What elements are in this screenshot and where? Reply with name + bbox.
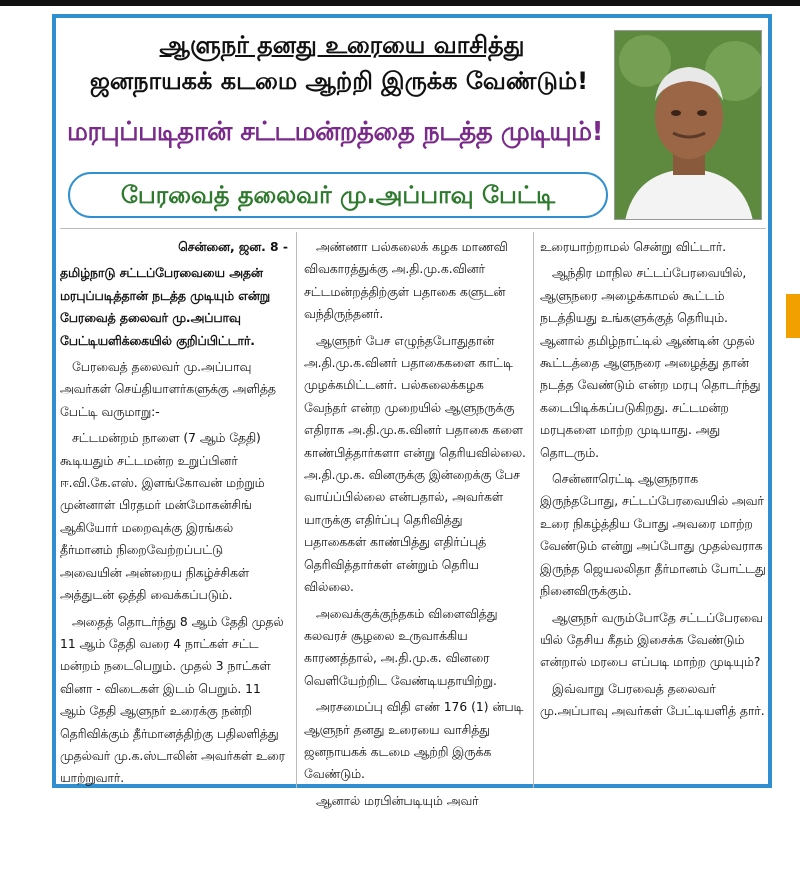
subhead-box	[68, 172, 608, 218]
column-divider-1	[296, 232, 297, 788]
paragraph: ஆளுநர் வரும்போதே சட்டப்பேரவை யில் தேசிய கீதம் இசைக்க வேண்டும் என்றால் மரபை எப்படி மாற்ற முடியும்?	[540, 610, 763, 670]
paragraph: இவ்வாறு பேரவைத் தலைவர் மு.அப்பாவு அவர்கள் பேட்டியளித் தார்.	[540, 681, 765, 719]
paragraph: ஆந்திர மாநில சட்டப்பேரவையில், ஆளுநரை அழைக்காமல் கூட்டம் நடத்தியது உங்களுக்குத் தெரியும். ஆனால் தமிழ்நாட்டில் ஆண்டின் முதல் கூட்டத்தை ஆளுநரை அழைத்து தான் நடத்த வேண்டும் என்ற மரபு தொடர்ந்து கடைபிடிக்கப்படுகிறது. சட்டமன்ற மரபுகளை மாற்ற முடியாது. அது தொடரும்.	[540, 266, 761, 460]
paragraph: அண்ணா பல்கலைக் கழக மாணவி விவகாரத்துக்கு அ.தி.மு.க.வினர் சட்டமன்றத்திற்குள் பதாகை களுடன் வந்திருந்தனர்.	[304, 240, 508, 322]
column-divider-2	[533, 232, 534, 788]
paragraph: பேரவைத் தலைவர் மு.அப்பாவு அவர்கள் செய்தியாளர்களுக்கு அளித்த பேட்டி வருமாறு:-	[60, 360, 276, 419]
header-divider	[60, 228, 766, 229]
paragraph: அதைத் தொடர்ந்து 8 ஆம் தேதி முதல் 11 ஆம் தேதி வரை 4 நாட்கள் சட்ட மன்றம் நடைபெறும். முதல் 3 நாட்கள் வினா - விடைகள் இடம் பெறும். 11 ஆம் தேதி ஆளுநர் உரைக்கு நன்றி தெரிவிக்கும் தீர்மானத்திற்கு பதிலளித்து முதல்வர் மு.க.ஸ்டாலின் அவர்கள் உரை யாற்றுவார்.	[60, 614, 285, 786]
headline-main: மரபுப்படிதான் சட்டமன்றத்தை நடத்த முடியும்!	[67, 117, 603, 147]
article-column-2	[304, 236, 526, 816]
dateline: சென்னை, ஜன. 8 -	[178, 240, 288, 254]
paragraph: சென்னாரெட்டி ஆளுநராக இருந்தபோது, சட்டப்பேரவையில் அவர் உரை நிகழ்த்திய போது அவரை மாற்ற வேண்டும் என்று அப்போது முதல்வராக இருந்த ஜெயலலிதா தீர்மானம் போட்டது நினைவிருக்கும்.	[540, 472, 766, 599]
page-top-rule	[0, 0, 800, 6]
subhead-text: பேரவைத் தலைவர் மு.அப்பாவு பேட்டி	[120, 181, 556, 209]
lead-paragraph: தமிழ்நாடு சட்டப்பேரவையை அதன் மரபுப்படித்தான் நடத்த முடியும் என்று பேரவைத் தலைவர் மு.அப்பாவு பேட்டியளிக்கையில் குறிப்பிட்டார்.	[60, 266, 271, 348]
paragraph: அரசமைப்பு விதி எண் 176 (1) ன்படி ஆளுநர் தனது உரையை வாசித்து ஜனநாயகக் கடமை ஆற்றி இருக்க வேண்டும்.	[304, 700, 524, 782]
adjacent-article-logo	[786, 294, 800, 338]
article-column-3	[540, 236, 766, 727]
paragraph: அவைக்குக்குந்தகம் விளைவித்து கலவரச் சூழலை உருவாக்கிய காரணத்தால், அ.தி.மு.க. வினரை வெளியேற்றிட வேண்டியதாயிற்று.	[304, 606, 498, 688]
paragraph: உரையாற்றாமல் சென்று விட்டார்.	[540, 240, 727, 254]
portrait-photo-icon	[615, 31, 762, 220]
paragraph: ஆனால் மரபின்படியும் அவர்	[316, 793, 479, 808]
headline-line-1: ஆளுநர் தனது உரையை வாசித்து	[159, 31, 525, 59]
article-column-1	[60, 236, 288, 794]
headline-line-2: ஜனநாயகக் கடமை ஆற்றி இருக்க வேண்டும்!	[89, 67, 589, 95]
paragraph: சட்டமன்றம் நாளை (7 ஆம் தேதி) கூடியதும் சட்டமன்ற உறுப்பினர் ஈ.வி.கே.எஸ். இளங்கோவன் மற்றும் முன்னாள் பிரதமர் மன்மோகன்சிங் ஆகியோர் மறைவுக்கு இரங்கல் தீர்மானம் நிறைவேற்றப்பட்டு அவையின் அன்றைய நிகழ்ச்சிகள் அத்துடன் ஒத்தி வைக்கப்படும்.	[60, 431, 265, 603]
paragraph: ஆளுநர் பேச எழுந்தபோதுதான் அ.தி.மு.க.வினர் பதாகைகளை காட்டி முழக்கமிட்டனர். பல்கலைக்கழக வேந்தர் என்ற முறையில் ஆளுநருக்கு எதிராக அ.தி.மு.க.வினர் பதாகை களை காண்பித்தார்களா என்று தெரியவில்லை. அ.தி.மு.க. வினருக்கு இன்றைக்கு பேச வாய்ப்பில்லை என்பதால், அவர்கள் யாருக்கு எதிர்ப்பு தெரிவித்து பதாகைகள் காண்பித்து எதிர்ப்புத் தெரிவித்தார்கள் என்றும் தெரிய வில்லை.	[304, 333, 526, 595]
portrait-photo	[614, 30, 762, 220]
